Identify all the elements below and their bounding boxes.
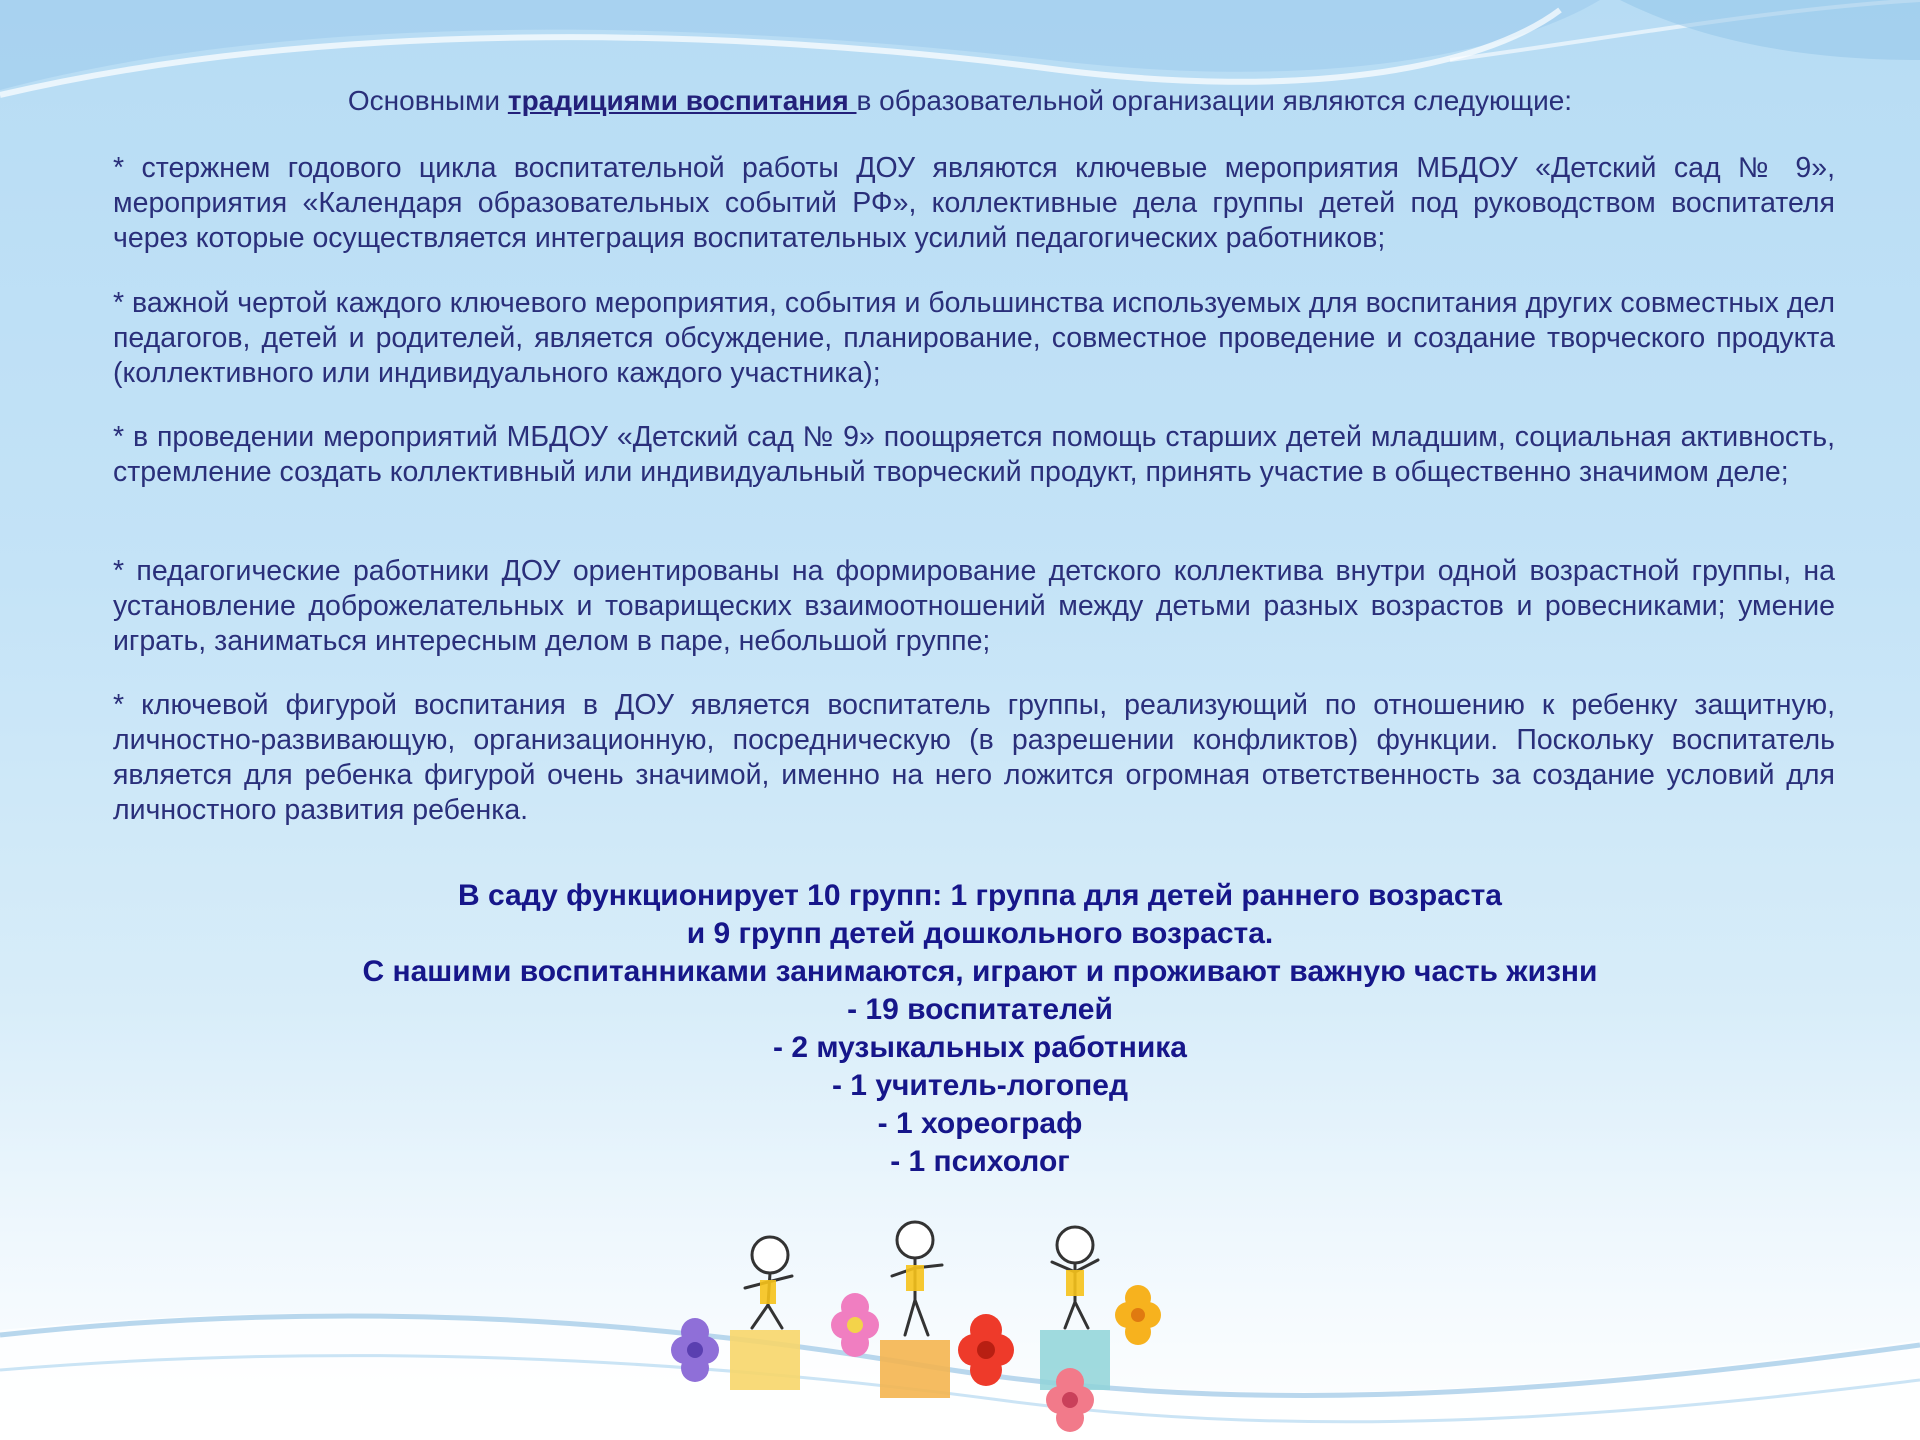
yellow-flower-icon — [1115, 1285, 1161, 1345]
summary-line: и 9 групп детей дошкольного возраста. — [686, 917, 1274, 950]
tradition-paragraph: * стержнем годового цикла воспитательной работы ДОУ являются ключевые мероприятия МБДОУ «Детский сад № 9», мероприятия «Календаря образовательных событий РФ», коллективные дела группы детей под руководством воспитателя через которые осуществляется интеграция воспитательных усилий педагогических работников; — [113, 152, 1835, 254]
red-flower-icon — [958, 1314, 1014, 1386]
tradition-paragraph: * в проведении мероприятий МБДОУ «Детский сад № 9» поощряется помощь старших детей младшим, социальная активность, стремление создать коллективный или индивидуальный творческий продукт, принять участие в общественно значимом деле; — [113, 421, 1835, 488]
staff-item: - 1 хореограф — [877, 1107, 1083, 1140]
purple-flower-icon — [671, 1318, 719, 1382]
watermark: http://aida.ucoz.ru — [338, 1388, 497, 1410]
intro-emphasis: традициями воспитания — [507, 85, 857, 116]
staff-item: - 1 психолог — [890, 1145, 1070, 1178]
staff-item: - 19 воспитателей — [847, 993, 1113, 1026]
summary-line: В саду функционирует 10 групп: 1 группа для детей раннего возраста — [458, 879, 1502, 912]
tradition-paragraph: * важной чертой каждого ключевого мероприятия, события и большинства используемых для воспитания других совместных дел педагогов, детей и родителей, является обсуждение, планирование, совместное проведение и создание творческого продукта (коллективного или индивидуального каждого участника); — [113, 287, 1835, 389]
intro-before: Основными — [347, 85, 508, 116]
staff-item: - 2 музыкальных работника — [773, 1031, 1187, 1064]
tradition-paragraph: * педагогические работники ДОУ ориентированы на формирование детского коллектива внутри одной возрастной группы, на установление доброжелательных и товарищеских взаимоотношений между детьми разных возрастов и ровесниками; умение играть, заниматься интересным делом в паре, небольшой группе; — [113, 555, 1835, 657]
intro-heading — [100, 84, 1820, 118]
tradition-paragraph: * ключевой фигурой воспитания в ДОУ является воспитатель группы, реализующий по отношению к ребенку защитную, личностно-развивающую, организационную, посредническую (в разрешении конфликтов) функции. Поскольку воспитатель является для ребенка фигурой очень значимой, именно на него ложится огромная ответственность за создание условий для личностного развития ребенка. — [113, 689, 1835, 826]
pink-flower-icon — [831, 1293, 879, 1357]
staff-summary — [180, 877, 1780, 1181]
summary-line: С нашими воспитанниками занимаются, играют и проживают важную часть жизни — [362, 955, 1598, 988]
children-illustration — [660, 1210, 1200, 1440]
intro-after: в образовательной организации являются следующие: — [856, 85, 1573, 116]
staff-item: - 1 учитель-логопед — [831, 1069, 1128, 1102]
